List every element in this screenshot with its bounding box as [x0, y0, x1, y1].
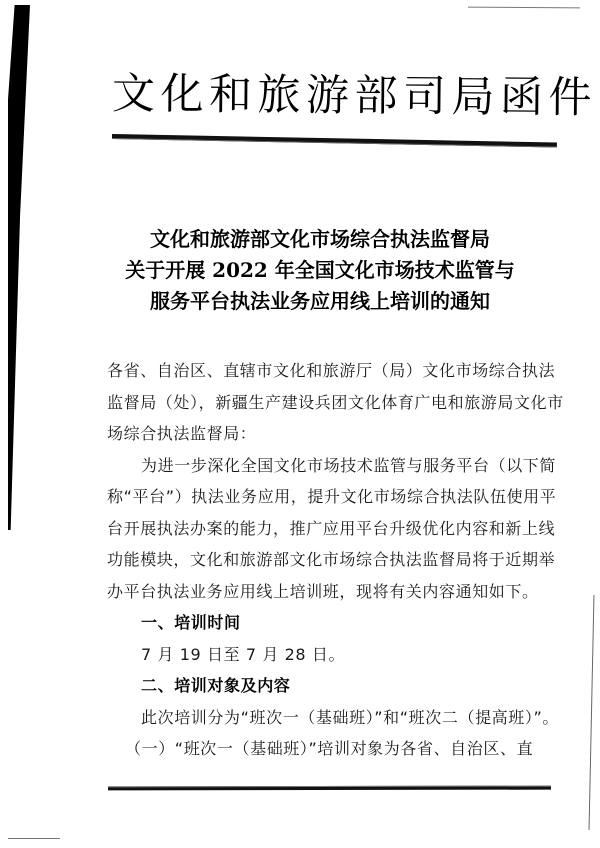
text-line: （一）“班次一（基础班）”培训对象为各省、自治区、直: [125, 739, 534, 758]
section-training-time: [107, 607, 547, 670]
document-body: [107, 355, 564, 765]
scan-edge-line: [589, 595, 595, 830]
text-line: 台开展执法办案的能力，推广应用平台升级优化内容和新上线: [107, 518, 556, 538]
text-line: 办平台执法业务应用线上培训班，现将有关内容通知如下。: [107, 581, 539, 601]
scan-edge-shadow: [8, 5, 30, 530]
text-line: 场综合执法监督局：: [107, 424, 257, 443]
intro-paragraph: [107, 450, 557, 608]
addressee-paragraph: [107, 355, 564, 450]
document-title-line: 关于开展 2022 年全国文化市场技术监管与: [125, 258, 515, 282]
text-line: 此次培训分为“班次一（基础班）”和“班次二（提高班）”。: [141, 707, 559, 727]
footer-divider: [108, 786, 551, 791]
scan-edge-line: [8, 838, 60, 839]
text-line: 各省、自治区、直辖市文化和旅游厅（局）文化市场综合执法: [107, 361, 556, 380]
text-line: 监督局（处），新疆生产建设兵团文化体育广电和旅游局文化市: [107, 392, 564, 412]
text-line: 7 月 19 日至 7 月 28 日。: [141, 644, 346, 664]
document-title: [100, 224, 540, 317]
section-heading: 二、培训对象及内容: [141, 676, 291, 695]
document-title-line: 文化和旅游部文化市场综合执法监督局: [150, 227, 490, 251]
section-heading: 一、培训时间: [141, 613, 241, 632]
letterhead-divider: [112, 134, 557, 148]
document-title-line: 服务平台执法业务应用线上培训的通知: [150, 289, 490, 313]
text-line: 为进一步深化全国文化市场技术监管与服务平台（以下简: [141, 455, 557, 475]
letterhead-title: 文化和旅游部司局函件: [111, 69, 598, 124]
text-line: 功能模块，文化和旅游部文化市场综合执法监督局将于近期举: [107, 550, 556, 569]
section-training-targets: [107, 670, 559, 765]
text-line: 称“平台”）执法业务应用，提升文化市场综合执法队伍使用平: [107, 487, 557, 506]
scan-edge-line: [468, 7, 580, 9]
